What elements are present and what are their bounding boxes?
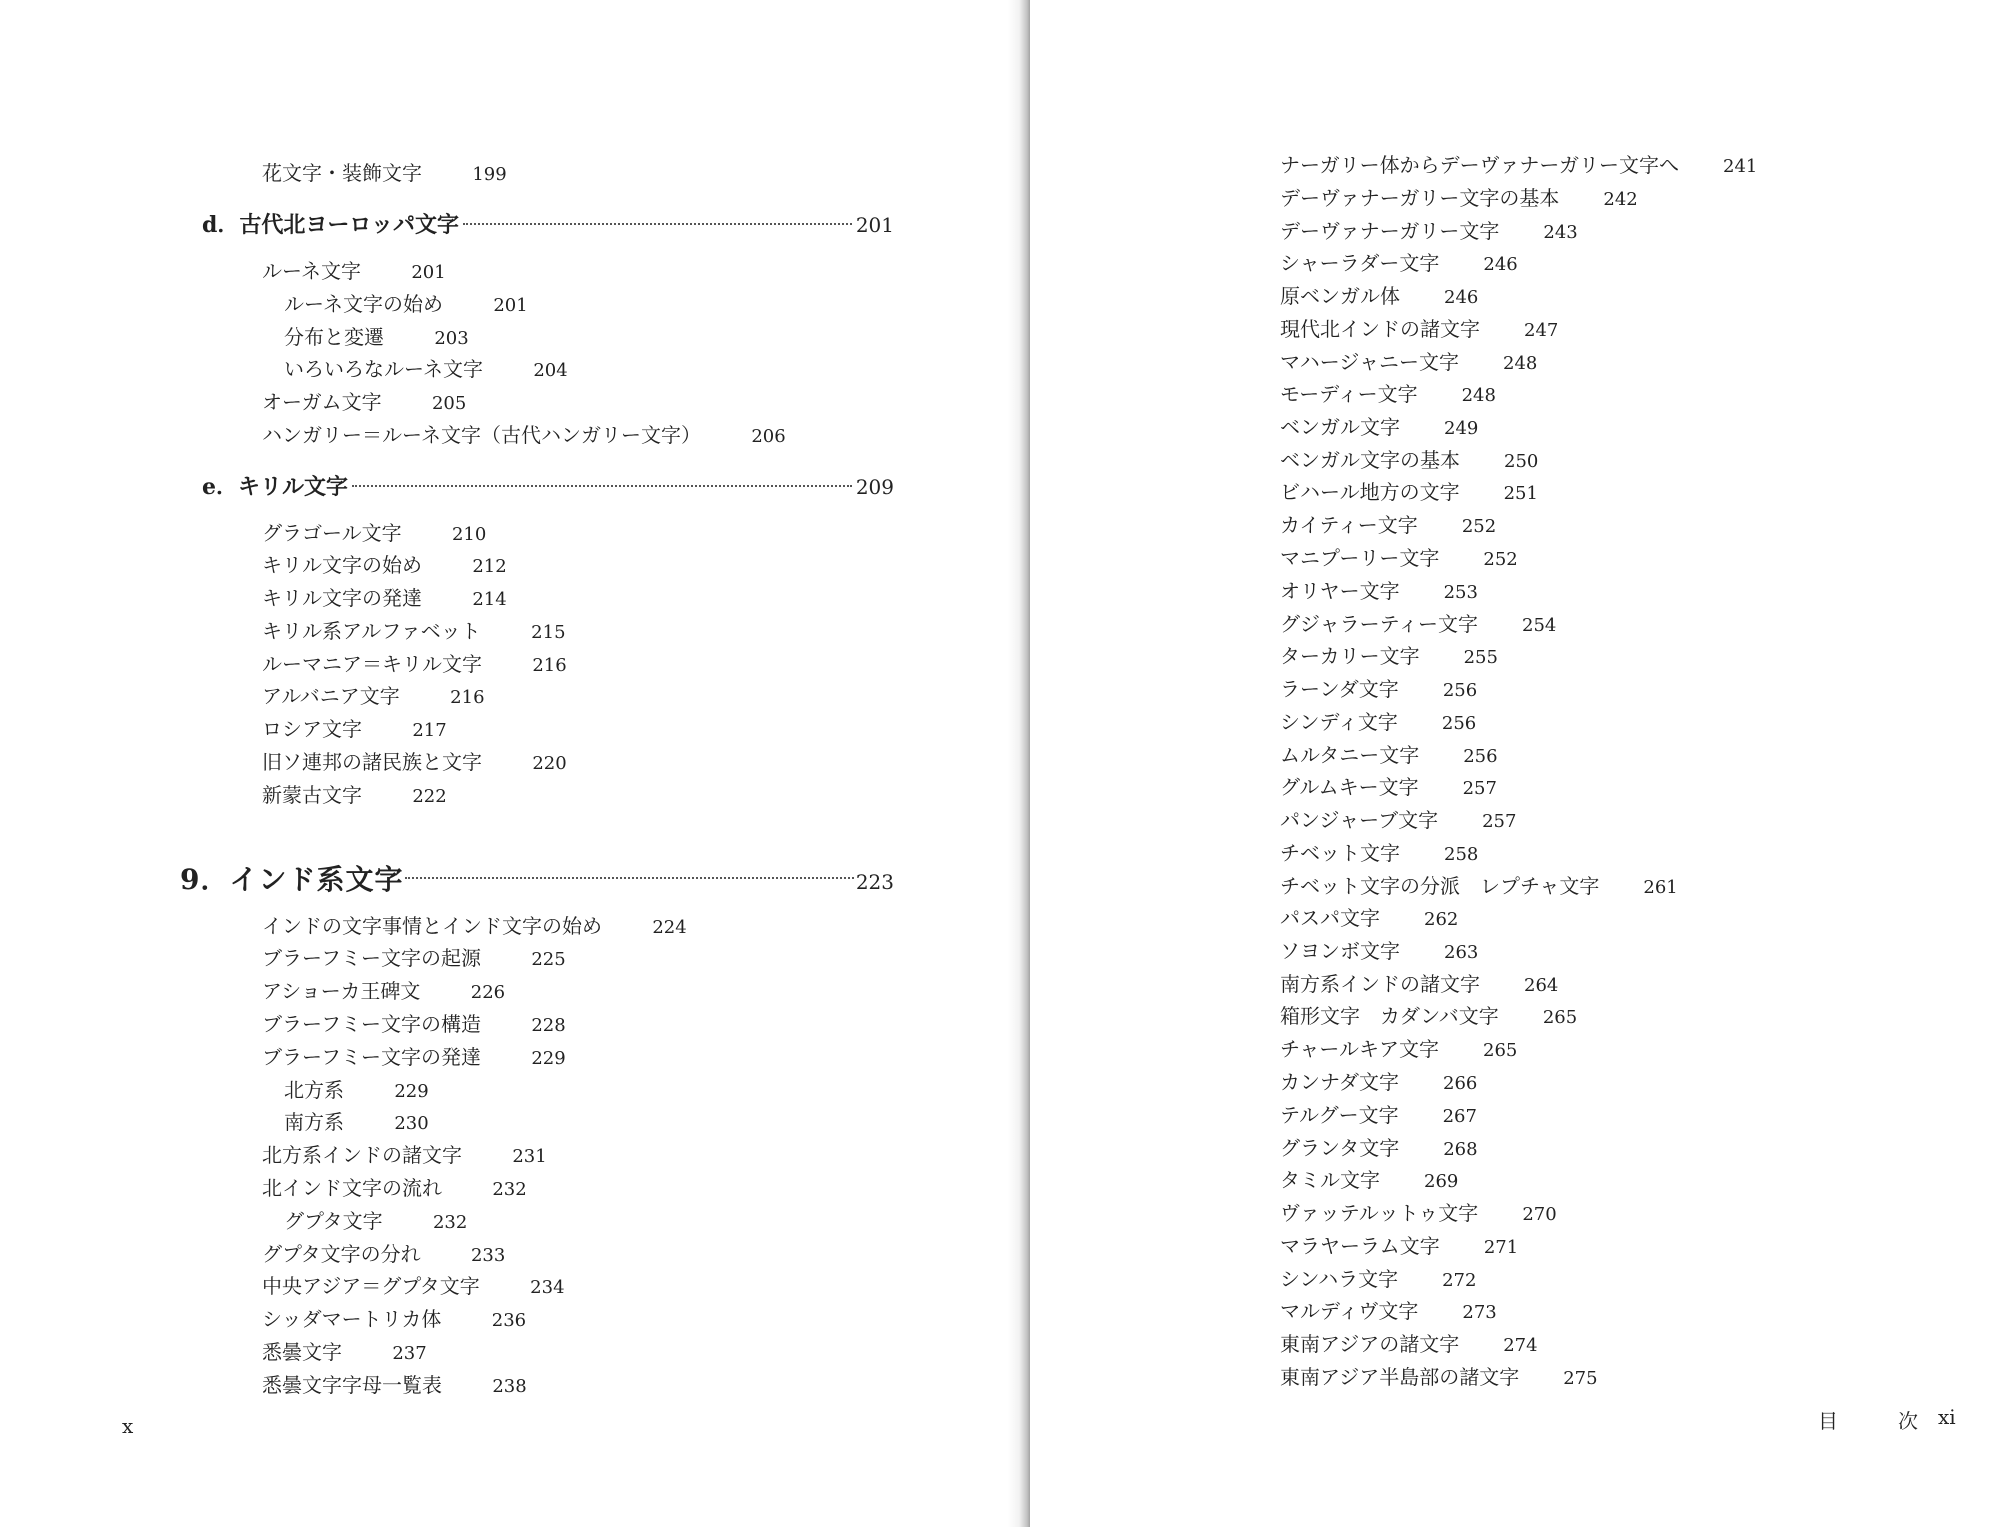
entry-page-number: 220: [532, 753, 567, 774]
toc-entry[interactable]: [262, 750, 567, 776]
entry-label: ロシア文字: [262, 717, 362, 741]
entry-label: 北方系インドの諸文字: [262, 1143, 462, 1167]
entry-page-number: 275: [1563, 1368, 1598, 1389]
entry-page-number: 246: [1483, 254, 1518, 275]
toc-entry[interactable]: [1280, 186, 1638, 212]
entry-page-number: 233: [470, 1245, 506, 1266]
toc-entry[interactable]: [1280, 350, 1537, 376]
entry-label: マハージャニー文字: [1280, 350, 1459, 374]
entry-page-number: 210: [451, 524, 487, 545]
entry-label: 北方系: [284, 1078, 344, 1102]
toc-entry[interactable]: [262, 1012, 566, 1038]
entry-label: ソヨンボ文字: [1280, 939, 1400, 963]
toc-entry[interactable]: [262, 390, 466, 416]
section-page-number: 201: [855, 213, 894, 237]
chapter-label: 9．インド系文字: [180, 863, 404, 896]
entry-page-number: 229: [531, 1048, 566, 1069]
entry-page-number: 204: [533, 360, 568, 381]
toc-entry[interactable]: [262, 521, 486, 547]
section-label: d．古代北ヨーロッパ文字: [202, 212, 459, 238]
entry-label: キリル文字の始め: [262, 553, 422, 577]
entry-page-number: 241: [1723, 156, 1758, 177]
toc-entry[interactable]: [1280, 1201, 1557, 1227]
toc-entry[interactable]: [1280, 1332, 1538, 1358]
entry-page-number: 252: [1461, 516, 1497, 537]
entry-page-number: 216: [532, 655, 567, 676]
entry-label: チベット文字: [1280, 841, 1400, 865]
entry-page-number: 231: [512, 1146, 547, 1167]
toc-entry[interactable]: [1280, 284, 1478, 310]
entry-label: アショーカ王碑文: [262, 979, 421, 1003]
entry-page-number: 246: [1444, 287, 1479, 308]
section-label: e．キリル文字: [202, 474, 348, 500]
entry-page-number: 258: [1444, 844, 1479, 865]
entry-label: モーディー文字: [1280, 382, 1418, 406]
toc-entry[interactable]: [1280, 513, 1496, 539]
toc-entry[interactable]: [262, 1307, 526, 1333]
toc-entry[interactable]: [1280, 1168, 1458, 1194]
entry-page-number: 234: [530, 1277, 565, 1298]
entry-page-number: 206: [751, 426, 786, 447]
entry-label: キリル文字の発達: [262, 586, 422, 610]
toc-entry[interactable]: [1280, 317, 1558, 343]
page-folio-right: xi: [1938, 1405, 1956, 1429]
page-folio-left: x: [122, 1414, 134, 1438]
toc-entry[interactable]: [1280, 1070, 1477, 1096]
entry-label: アルバニア文字: [262, 684, 400, 708]
toc-entry[interactable]: [284, 357, 568, 383]
toc-entry[interactable]: [262, 652, 567, 678]
toc-chapter-heading[interactable]: [180, 858, 894, 898]
toc-entry[interactable]: [1280, 1365, 1598, 1391]
entry-page-number: 248: [1503, 353, 1538, 374]
entry-label: 原ベンガル体: [1280, 284, 1400, 308]
entry-page-number: 243: [1543, 222, 1578, 243]
entry-label: マルディヴ文字: [1280, 1299, 1419, 1323]
entry-label: デーヴァナーガリー文字の基本: [1280, 186, 1560, 210]
toc-entry[interactable]: [1280, 775, 1497, 801]
entry-page-number: 205: [431, 393, 467, 414]
toc-entry[interactable]: [284, 292, 528, 318]
entry-label: グラゴール文字: [262, 521, 402, 545]
entry-page-number: 199: [472, 164, 507, 185]
toc-section-heading[interactable]: [202, 470, 894, 501]
entry-page-number: 271: [1483, 1237, 1519, 1258]
entry-label: シンハラ文字: [1280, 1267, 1399, 1291]
toc-entry[interactable]: [262, 1274, 565, 1300]
toc-entry[interactable]: [262, 1045, 566, 1071]
toc-entry[interactable]: [1280, 644, 1498, 670]
entry-page-number: 274: [1503, 1335, 1538, 1356]
entry-label: 南方系: [284, 1110, 344, 1134]
entry-page-number: 201: [493, 295, 528, 316]
entry-label: ターカリー文字: [1280, 644, 1420, 668]
entry-page-number: 269: [1424, 1171, 1459, 1192]
entry-label: テルグー文字: [1280, 1103, 1399, 1127]
toc-entry[interactable]: [262, 1176, 527, 1202]
toc-entry[interactable]: [1280, 579, 1478, 605]
entry-label: いろいろなルーネ文字: [284, 357, 483, 381]
toc-entry[interactable]: [284, 1078, 429, 1104]
entry-page-number: 251: [1503, 483, 1538, 504]
entry-page-number: 265: [1483, 1040, 1518, 1061]
entry-page-number: 270: [1522, 1204, 1557, 1225]
entry-page-number: 257: [1482, 811, 1517, 832]
toc-entry[interactable]: [1280, 1103, 1477, 1129]
entry-page-number: 256: [1463, 746, 1498, 767]
entry-label: マラヤーラム文字: [1280, 1234, 1440, 1258]
section-page-number: 209: [855, 475, 894, 499]
toc-entry[interactable]: [1280, 448, 1538, 474]
entry-label: ベンガル文字: [1280, 415, 1400, 439]
entry-label: パンジャーブ文字: [1280, 808, 1439, 832]
entry-page-number: 264: [1524, 975, 1559, 996]
toc-entry[interactable]: [1280, 480, 1538, 506]
entry-label: チベット文字の分派 レプチャ文字: [1280, 874, 1600, 898]
toc-entry[interactable]: [1280, 219, 1578, 245]
entry-page-number: 267: [1442, 1106, 1477, 1127]
toc-entry[interactable]: [262, 619, 566, 645]
chapter-page-number: 223: [855, 870, 894, 894]
entry-page-number: 224: [652, 917, 687, 938]
entry-page-number: 268: [1443, 1139, 1478, 1160]
entry-page-number: 217: [412, 720, 447, 741]
toc-entry[interactable]: [1280, 251, 1518, 277]
entry-label: 南方系インドの諸文字: [1280, 972, 1480, 996]
entry-page-number: 242: [1603, 189, 1638, 210]
toc-entry[interactable]: [1280, 841, 1478, 867]
dot-leader: [463, 223, 852, 225]
entry-page-number: 201: [411, 262, 446, 283]
entry-page-number: 232: [492, 1179, 527, 1200]
entry-label: シッダマートリカ体: [262, 1307, 442, 1331]
entry-label: マニプーリー文字: [1280, 546, 1440, 570]
entry-label: 悉曇文字字母一覧表: [262, 1373, 442, 1397]
entry-page-number: 256: [1441, 713, 1477, 734]
toc-entry[interactable]: [1280, 1136, 1478, 1162]
entry-label: 現代北インドの諸文字: [1280, 317, 1480, 341]
entry-label: 北インド文字の流れ: [262, 1176, 442, 1200]
entry-label: 箱形文字 カダンバ文字: [1280, 1004, 1499, 1028]
dot-leader: [352, 485, 852, 487]
toc-entry[interactable]: [284, 325, 469, 351]
entry-page-number: 236: [491, 1310, 527, 1331]
toc-entry[interactable]: [1280, 382, 1496, 408]
toc-entry[interactable]: [1280, 874, 1678, 900]
toc-entry[interactable]: [262, 586, 507, 612]
entry-label: インドの文字事情とインド文字の始め: [262, 914, 602, 938]
entry-label: デーヴァナーガリー文字: [1280, 219, 1500, 243]
entry-page-number: 247: [1524, 320, 1559, 341]
toc-entry[interactable]: [1280, 677, 1477, 703]
entry-label: シンディ文字: [1280, 710, 1398, 734]
entry-label: グジャラーティー文字: [1280, 612, 1478, 636]
toc-section-heading[interactable]: [202, 208, 894, 239]
entry-page-number: 229: [394, 1081, 429, 1102]
entry-label: 分布と変遷: [284, 325, 384, 349]
entry-page-number: 255: [1463, 647, 1498, 668]
toc-entry[interactable]: [1280, 808, 1516, 834]
toc-entry[interactable]: [1280, 710, 1476, 736]
entry-label: ナーガリー体からデーヴァナーガリー文字へ: [1280, 153, 1679, 177]
entry-label: キリル系アルファベット: [262, 619, 481, 643]
toc-entry[interactable]: [262, 1143, 547, 1169]
entry-label: オーガム文字: [262, 390, 382, 414]
entry-page-number: 265: [1542, 1007, 1578, 1028]
entry-label: ラーンダ文字: [1280, 677, 1399, 701]
running-head-char: 目: [1818, 1409, 1838, 1433]
entry-label: 中央アジア＝グプタ文字: [262, 1274, 480, 1298]
entry-page-number: 230: [394, 1113, 429, 1134]
entry-label: グルムキー文字: [1280, 775, 1419, 799]
entry-page-number: 237: [392, 1343, 427, 1364]
toc-entry[interactable]: [262, 161, 507, 187]
entry-page-number: 222: [412, 786, 447, 807]
entry-page-number: 262: [1424, 909, 1459, 930]
entry-label: ブラーフミー文字の発達: [262, 1045, 481, 1069]
entry-label: カイティー文字: [1280, 513, 1418, 537]
entry-page-number: 273: [1462, 1302, 1497, 1323]
entry-label: ルーネ文字の始め: [284, 292, 443, 316]
entry-label: ブラーフミー文字の構造: [262, 1012, 481, 1036]
toc-entry[interactable]: [262, 423, 786, 449]
entry-page-number: 266: [1443, 1073, 1478, 1094]
entry-page-number: 256: [1442, 680, 1478, 701]
toc-entry[interactable]: [1280, 612, 1556, 638]
entry-page-number: 272: [1442, 1270, 1477, 1291]
toc-entry[interactable]: [284, 1110, 429, 1136]
entry-label: ルーマニア＝キリル文字: [262, 652, 482, 676]
toc-entry[interactable]: [1280, 743, 1498, 769]
entry-label: 悉曇文字: [262, 1340, 342, 1364]
entry-page-number: 203: [434, 328, 469, 349]
toc-entry[interactable]: [1280, 1234, 1518, 1260]
entry-page-number: 212: [472, 556, 507, 577]
entry-label: ブラーフミー文字の起源: [262, 946, 481, 970]
entry-label: グランタ文字: [1280, 1136, 1400, 1160]
entry-label: ムルタニー文字: [1280, 743, 1420, 767]
entry-label: グプタ文字の分れ: [262, 1242, 421, 1266]
toc-entry[interactable]: [262, 684, 485, 710]
toc-entry[interactable]: [1280, 1037, 1517, 1063]
entry-label: 新蒙古文字: [262, 783, 362, 807]
entry-page-number: 216: [450, 687, 485, 708]
entry-page-number: 238: [492, 1376, 527, 1397]
entry-label: ヴァッテルットゥ文字: [1280, 1201, 1479, 1225]
toc-entry[interactable]: [262, 1340, 427, 1366]
entry-label: 東南アジアの諸文字: [1280, 1332, 1460, 1356]
right-page: [1030, 0, 2000, 1527]
entry-page-number: 249: [1444, 418, 1479, 439]
entry-label: チャールキア文字: [1280, 1037, 1439, 1061]
entry-page-number: 253: [1443, 582, 1478, 603]
entry-label: 東南アジア半島部の諸文字: [1280, 1365, 1520, 1389]
entry-label: カンナダ文字: [1280, 1070, 1399, 1094]
toc-entry[interactable]: [262, 1242, 505, 1268]
entry-page-number: 226: [470, 982, 506, 1003]
toc-entry[interactable]: [262, 1373, 527, 1399]
entry-label: 旧ソ連邦の諸民族と文字: [262, 750, 482, 774]
toc-entry[interactable]: [1280, 972, 1558, 998]
entry-page-number: 248: [1461, 385, 1496, 406]
toc-entry[interactable]: [262, 553, 507, 579]
toc-entry[interactable]: [262, 717, 447, 743]
entry-label: ビハール地方の文字: [1280, 480, 1460, 504]
entry-page-number: 263: [1444, 942, 1479, 963]
entry-label: パスパ文字: [1280, 906, 1380, 930]
toc-entry[interactable]: [1280, 153, 1757, 179]
toc-entry[interactable]: [284, 1209, 467, 1235]
toc-entry[interactable]: [262, 783, 447, 809]
entry-page-number: 215: [531, 622, 566, 643]
entry-page-number: 250: [1504, 451, 1539, 472]
toc-entry[interactable]: [1280, 546, 1518, 572]
entry-label: ルーネ文字: [262, 259, 361, 283]
entry-page-number: 232: [432, 1212, 468, 1233]
entry-page-number: 252: [1483, 549, 1518, 570]
entry-page-number: 228: [531, 1015, 566, 1036]
toc-entry[interactable]: [1280, 1299, 1497, 1325]
toc-entry[interactable]: [1280, 939, 1478, 965]
entry-page-number: 257: [1462, 778, 1497, 799]
toc-entry[interactable]: [1280, 1004, 1577, 1030]
entry-label: オリヤー文字: [1280, 579, 1400, 603]
toc-entry[interactable]: [1280, 906, 1458, 932]
toc-entry[interactable]: [262, 914, 687, 940]
entry-page-number: 261: [1643, 877, 1678, 898]
entry-label: 花文字・装飾文字: [262, 161, 422, 185]
toc-entry[interactable]: [262, 259, 446, 285]
entry-label: シャーラダー文字: [1280, 251, 1440, 275]
entry-label: グプタ文字: [284, 1209, 383, 1233]
toc-entry[interactable]: [1280, 1267, 1476, 1293]
entry-label: ベンガル文字の基本: [1280, 448, 1460, 472]
dot-leader: [405, 877, 853, 879]
entry-page-number: 214: [472, 589, 507, 610]
toc-entry[interactable]: [262, 946, 566, 972]
entry-label: ハンガリー＝ルーネ文字（古代ハンガリー文字）: [262, 423, 701, 447]
toc-entry[interactable]: [262, 979, 505, 1005]
entry-page-number: 254: [1522, 615, 1557, 636]
running-head-char: 次: [1898, 1409, 1918, 1433]
toc-entry[interactable]: [1280, 415, 1478, 441]
entry-page-number: 225: [531, 949, 566, 970]
entry-label: タミル文字: [1280, 1168, 1380, 1192]
